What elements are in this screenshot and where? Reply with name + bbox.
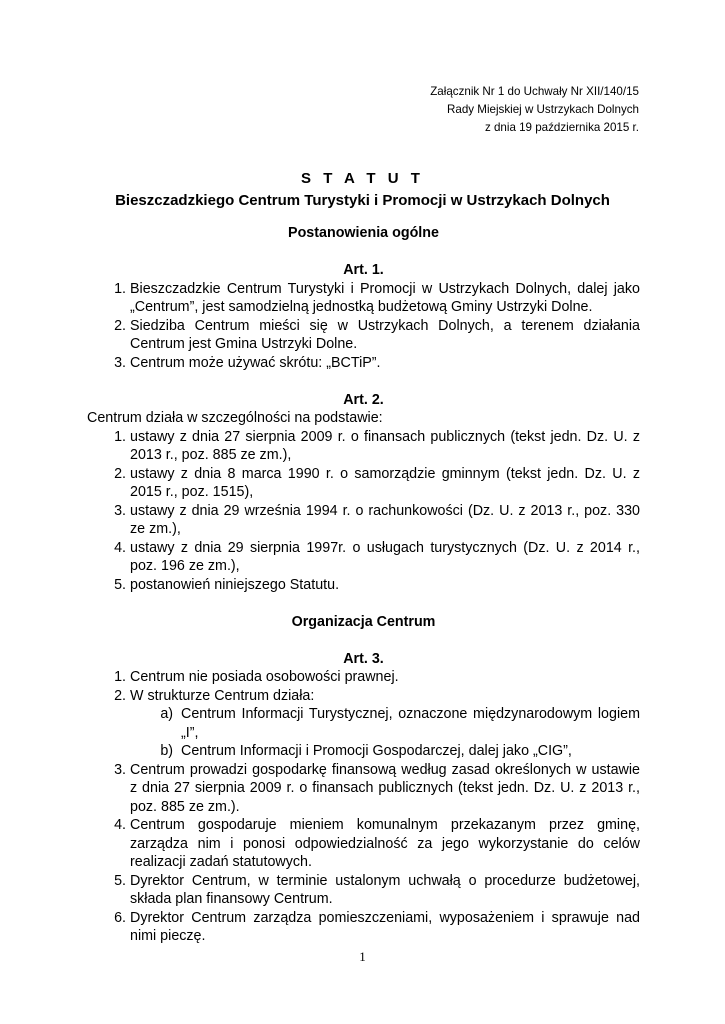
- list-item: 4. Centrum gospodaruje mieniem komunalnym przekazanym przez gminę, zarządza nim i ponosi odpowiedzialność za jego wykorzystanie do celów realizacji zadań statutowych.: [130, 816, 640, 872]
- list-item: 4. ustawy z dnia 29 sierpnia 1997r. o usługach turystycznych (Dz. U. z 2014 r., poz. 196 ze zm.),: [130, 539, 640, 576]
- list-item: 2. Siedziba Centrum mieści się w Ustrzykach Dolnych, a terenem działania Centrum jest Gmina Ustrzyki Dolne.: [130, 317, 640, 354]
- art-2-list: [87, 428, 640, 595]
- art-2-heading: Art. 2.: [343, 391, 384, 408]
- sub-list-item: b. Centrum Informacji i Promocji Gospodarczej, dalej jako „CIG”,: [181, 742, 640, 761]
- annex-line-3: z dnia 19 października 2015 r.: [484, 121, 639, 134]
- list-item: 5. Dyrektor Centrum, w terminie ustalonym uchwałą o procedurze budżetowej, składa plan finansowy Centrum.: [130, 872, 640, 909]
- art-3-list: [87, 668, 640, 946]
- section-heading-general: Postanowienia ogólne: [288, 225, 439, 241]
- annex-line-2: Rady Miejskiej w Ustrzykach Dolnych: [447, 103, 639, 116]
- art-3-sublist: [130, 705, 640, 761]
- list-item: 2. ustawy z dnia 8 marca 1990 r. o samorządzie gminnym (tekst jedn. Dz. U. z 2015 r., poz. 1515),: [130, 465, 640, 502]
- statut-heading: S T A T U T: [301, 170, 424, 187]
- art-1-heading: Art. 1.: [343, 262, 384, 278]
- annex-line-1: Załącznik Nr 1 do Uchwały Nr XII/140/15: [430, 85, 639, 98]
- list-item: 3. Centrum prowadzi gospodarkę finansową według zasad określonych w ustawie z dnia 27 sierpnia 2009 r. o finansach publicznych (tekst jedn. Dz. U. z 2013 r., poz. 885 ze zm.).: [130, 761, 640, 817]
- section-heading-organization: Organizacja Centrum: [291, 613, 436, 630]
- statut-subtitle: Bieszczadzkiego Centrum Turystyki i Promocji w Ustrzykach Dolnych: [115, 192, 610, 209]
- list-item: 6. Dyrektor Centrum zarządza pomieszczeniami, wyposażeniem i sprawuje nad nimi pieczę.: [130, 909, 640, 946]
- art-2-intro: Centrum działa w szczególności na podstawie:: [87, 410, 383, 426]
- list-item: 1. Bieszczadzkie Centrum Turystyki i Promocji w Ustrzykach Dolnych, dalej jako „Centrum”, jest samodzielną jednostką budżetową Gminy Ustrzyki Dolne.: [130, 280, 640, 317]
- art-3-heading: Art. 3.: [343, 650, 384, 667]
- list-item: 3. ustawy z dnia 29 września 1994 r. o rachunkowości (Dz. U. z 2013 r., poz. 330 ze zm.),: [130, 502, 640, 539]
- list-item: 3. Centrum może używać skrótu: „BCTiP”.: [130, 354, 640, 373]
- art-1-list: [87, 280, 640, 373]
- annex-reference: [430, 83, 639, 137]
- page-number: 1: [359, 949, 366, 964]
- document-body: [87, 224, 640, 946]
- list-item: 1. ustawy z dnia 27 sierpnia 2009 r. o finansach publicznych (tekst jedn. Dz. U. z 2013 r., poz. 885 ze zm.),: [130, 428, 640, 465]
- sub-list-item: a. Centrum Informacji Turystycznej, oznaczone międzynarodowym logiem „I”,: [181, 705, 640, 742]
- list-item: 5. postanowień niniejszego Statutu.: [130, 576, 640, 595]
- document-title: [0, 168, 725, 212]
- list-item: [130, 687, 640, 761]
- list-item: 1. Centrum nie posiada osobowości prawnej.: [130, 668, 640, 687]
- list-item-text: W strukturze Centrum działa:: [130, 687, 315, 704]
